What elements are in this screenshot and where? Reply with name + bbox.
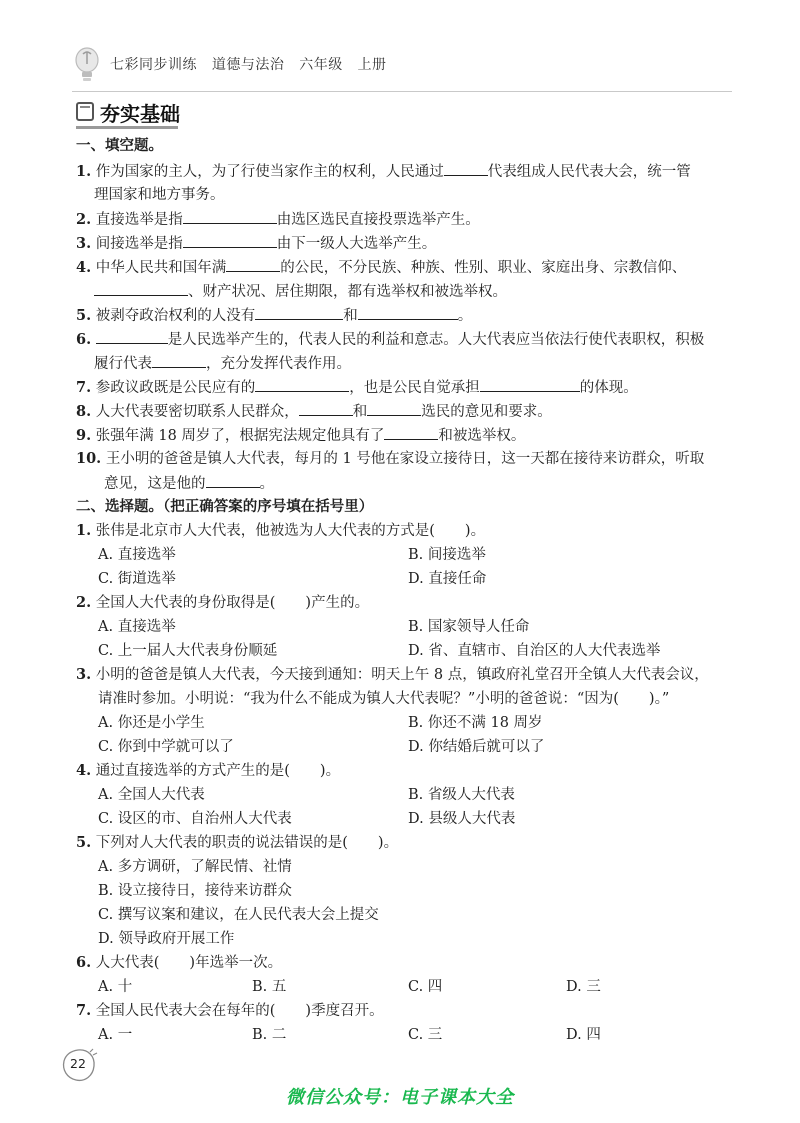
choice-question-4 [76,761,340,781]
option-b: B. 省级人大代表 [408,787,515,803]
question-text: 中华人民共和国年满 [95,260,227,276]
question-number: 3. [76,235,92,252]
question-number: 7. [76,1002,92,1019]
option-a: A. 全国人大代表 [98,787,205,803]
option-b: B. 二 [252,1027,287,1043]
question-text: )。 [464,523,486,539]
fill-question-6 [76,329,704,350]
question-text: 意见，这是他的 [104,476,206,492]
part1-heading: 一、填空题。 [76,138,163,154]
option-a: A. 你还是小学生 [98,715,205,731]
question-number: 2. [76,594,92,611]
choice-question-5 [76,833,398,853]
question-text: 王小明的爸爸是镇人大代表，每月的 1 号他在家设立接待日，这一天都在接待来访群众，听取 [105,451,705,467]
fill-question-7 [76,377,638,398]
question-text: 。 [259,476,274,492]
choice-question-6 [76,953,282,973]
lightbulb-icon [72,46,102,84]
answer-blank[interactable] [152,353,206,368]
answer-blank[interactable] [94,281,188,296]
fill-question-4-cont [94,281,507,302]
option-a: A. 十 [98,979,133,995]
answer-blank[interactable] [480,377,580,392]
question-text: )。” [648,691,670,707]
question-number: 2. [76,211,92,228]
question-number: 5. [76,307,92,324]
question-text: 由选区选民直接投票选举产生。 [276,212,480,228]
question-text: )。 [377,835,399,851]
notebook-icon [76,102,96,122]
question-text: 的体现。 [579,380,638,396]
choice-question-1 [76,521,485,541]
question-text: ，充分发挥代表作用。 [206,356,351,372]
question-number: 6. [76,331,92,348]
question-text: 全国人大代表的身份取得是( [95,595,276,611]
choice-question-3 [76,665,709,685]
answer-blank[interactable] [255,305,343,320]
answer-blank[interactable] [183,209,277,224]
question-number: 3. [76,666,92,683]
answer-blank[interactable] [358,305,458,320]
answer-blank[interactable] [299,401,353,416]
question-text: 、财产状况、居住期限，都有选举权和被选举权。 [188,284,507,300]
option-d: D. 你结婚后就可以了 [408,739,545,755]
part2-heading: 二、选择题。（把正确答案的序号填在括号里） [76,499,374,515]
option-c: C. 三 [408,1027,443,1043]
question-number: 4. [76,259,92,276]
question-text: 人大代表( [95,955,160,971]
question-number: 6. [76,954,92,971]
question-text: )。 [319,763,341,779]
option-c: C. 上一届人大代表身份顺延 [98,643,278,659]
question-text: 张伟是北京市人大代表，他被选为人大代表的方式是( [95,523,435,539]
option-d: D. 三 [566,979,601,995]
question-text: 是人民选举产生的，代表人民的利益和意志。人大代表应当依法行使代表职权，积极 [167,332,705,348]
option-c: C. 撰写议案和建议，在人民代表大会上提交 [98,907,379,923]
option-c: C. 四 [408,979,443,995]
question-number: 10. [76,450,102,467]
question-number: 8. [76,403,92,420]
page-header [72,44,732,92]
answer-blank[interactable] [226,257,280,272]
question-text: 请准时参加。小明说：“我为什么不能成为镇人大代表呢？”小明的爸爸说：“因为( [98,691,619,707]
fill-question-1 [76,161,691,182]
answer-blank[interactable] [255,377,349,392]
question-text: )产生的。 [305,595,370,611]
option-d: D. 县级人大代表 [408,811,516,827]
option-d: D. 省、直辖市、自治区的人大代表选举 [408,643,661,659]
fill-question-4 [76,257,686,278]
question-text: 和 [352,404,368,420]
question-number: 5. [76,834,92,851]
option-a: A. 一 [98,1027,133,1043]
option-b: B. 你还不满 18 周岁 [408,715,543,731]
option-d: D. 直接任命 [408,571,487,587]
question-text: 被剥夺政治权利的人没有 [95,308,256,324]
question-text: 人大代表要密切联系人民群众， [95,404,299,420]
question-text: 下列对人大代表的职责的说法错误的是( [95,835,348,851]
question-text: 张强年满 18 周岁了，根据宪法规定他具有了 [95,428,385,444]
answer-blank[interactable] [96,329,168,344]
question-text: )季度召开。 [305,1003,384,1019]
answer-blank[interactable] [183,233,277,248]
answer-blank[interactable] [367,401,421,416]
question-text: 通过直接选举的方式产生的是( [95,763,290,779]
page-number-badge [60,1046,100,1086]
question-text: 小明的爸爸是镇人大代表，今天接到通知：明天上午 8 点，镇政府礼堂召开全镇人大代表会议， [95,667,709,683]
choice-question-3-cont [98,689,669,709]
option-d: D. 领导政府开展工作 [98,931,235,947]
option-c: C. 设区的市、自治州人大代表 [98,811,292,827]
option-b: B. 间接选举 [408,547,486,563]
question-number: 4. [76,762,92,779]
option-b: B. 五 [252,979,287,995]
question-text: 全国人民代表大会在每年的( [95,1003,276,1019]
option-b: B. 国家领导人任命 [408,619,530,635]
section-title-underline [76,126,178,129]
question-text: 直接选举是指 [95,212,183,228]
question-number: 7. [76,379,92,396]
option-a: A. 多方调研，了解民情、社情 [98,859,292,875]
fill-question-5 [76,305,472,326]
question-text: 和 [343,308,358,324]
section-title-text: 夯实基础 [100,102,180,126]
choice-question-2 [76,593,369,613]
fill-question-10-cont [104,473,274,494]
option-b: B. 设立接待日，接待来访群众 [98,883,292,899]
question-text: 选民的意见和要求。 [421,404,552,420]
option-d: D. 四 [566,1027,601,1043]
question-number: 1. [76,522,92,539]
answer-blank[interactable] [384,425,438,440]
footer-text: 微信公众号：电子课本大全 [286,1087,514,1108]
fill-question-2 [76,209,480,230]
answer-blank[interactable] [206,473,260,488]
question-text: 履行代表 [94,356,152,372]
fill-question-9 [76,425,525,446]
option-c: C. 你到中学就可以了 [98,739,234,755]
question-text: 的公民，不分民族、种族、性别、职业、家庭出身、宗教信仰、 [280,260,687,276]
question-text: 和被选举权。 [438,428,526,444]
header-divider [72,91,732,92]
question-text: 参政议政既是公民应有的 [95,380,256,396]
question-text: 。 [457,308,473,324]
page-number: 22 [70,1056,86,1071]
question-text: 由下一级人大选举产生。 [276,236,437,252]
fill-question-1-cont [94,185,225,205]
question-text: 理国家和地方事务。 [94,187,225,203]
option-a: A. 直接选举 [98,547,176,563]
header-title: 七彩同步训练 道德与法治 六年级 上册 [110,57,387,73]
question-number: 9. [76,427,92,444]
question-text: 间接选举是指 [95,236,183,252]
option-a: A. 直接选举 [98,619,176,635]
fill-question-3 [76,233,436,254]
fill-question-6-cont [94,353,351,374]
question-text: 作为国家的主人，为了行使当家作主的权利，人民通过 [95,164,444,180]
fill-question-10 [76,449,704,469]
question-number: 1. [76,163,92,180]
option-c: C. 街道选举 [98,571,176,587]
choice-question-7 [76,1001,384,1021]
fill-question-8 [76,401,552,422]
question-text: ，也是公民自觉承担 [349,380,480,396]
answer-blank[interactable] [444,161,488,176]
question-text: )年选举一次。 [189,955,283,971]
question-text: 代表组成人民代表大会，统一管 [487,164,691,180]
